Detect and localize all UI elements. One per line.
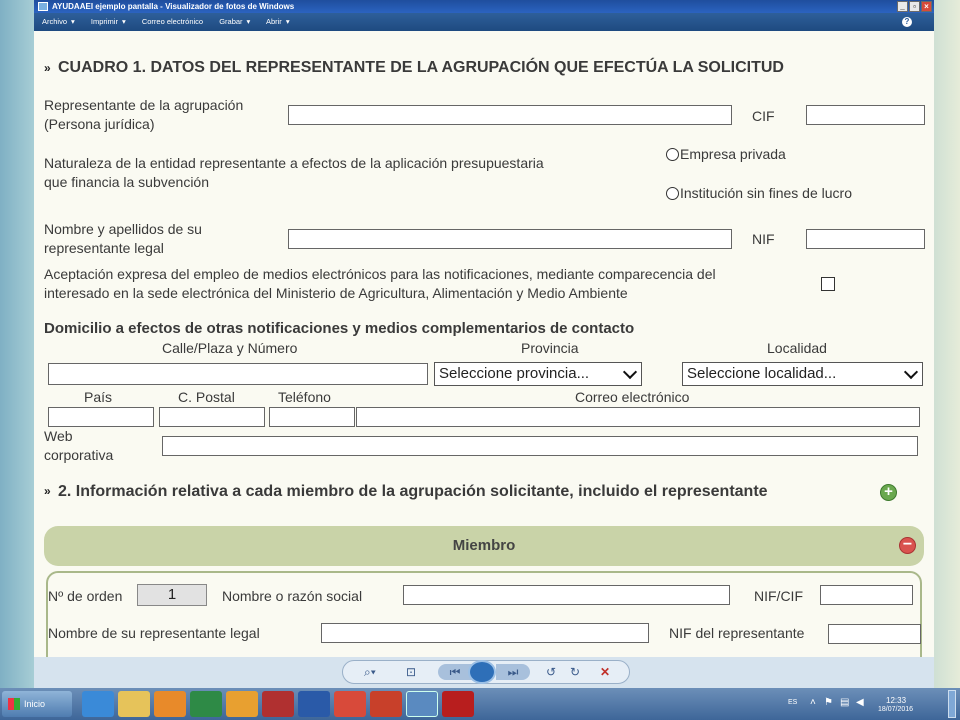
chevron-down-icon: ▾ bbox=[121, 17, 126, 26]
taskbar bbox=[0, 688, 960, 720]
media-player-icon[interactable] bbox=[154, 691, 186, 717]
chevron-down-icon: ▾ bbox=[285, 17, 290, 26]
col-phone-label: Teléfono bbox=[278, 389, 331, 405]
menu-archivo[interactable]: Archivo bbox=[42, 17, 68, 26]
section1-title: CUADRO 1. DATOS DEL REPRESENTANTE DE LA AGRUPACIÓN QUE EFECTÚA LA SOLICITUD bbox=[58, 59, 784, 76]
add-member-icon[interactable]: + bbox=[880, 484, 897, 501]
section2-title: 2. Información relativa a cada miembro de la agrupación solicitante, incluido el representante bbox=[58, 483, 768, 500]
electronic-notification-checkbox[interactable] bbox=[821, 277, 835, 291]
domicile-title: Domicilio a efectos de otras notificaciones y medios complementarios de contacto bbox=[44, 320, 635, 337]
desktop-background-left bbox=[0, 0, 36, 688]
member-nifcif-input[interactable] bbox=[820, 585, 913, 605]
image-content bbox=[34, 31, 934, 657]
accept-label-2: interesado en la sede electrónica del Ministerio de Agricultura, Alimentación y Medio Ambiente bbox=[44, 285, 628, 301]
previous-icon[interactable]: ⏮ bbox=[438, 664, 472, 680]
start-button[interactable] bbox=[2, 691, 72, 717]
remove-member-icon[interactable]: − bbox=[899, 537, 916, 554]
order-value: 1 bbox=[137, 584, 207, 606]
fit-window-icon[interactable]: ⊡ bbox=[406, 665, 417, 679]
powerpoint-icon[interactable] bbox=[262, 691, 294, 717]
start-label: Inicio bbox=[24, 699, 46, 709]
website-input[interactable] bbox=[162, 436, 918, 456]
rep-label-1: Representante de la agrupación bbox=[44, 97, 244, 113]
member-header bbox=[44, 526, 924, 566]
pdf-icon[interactable] bbox=[442, 691, 474, 717]
legalrep-label: Nombre de su representante legal bbox=[48, 625, 260, 641]
locality-select-value: Seleccione localidad... bbox=[687, 365, 837, 382]
web-label-1: Web bbox=[44, 428, 73, 444]
folder-icon[interactable] bbox=[118, 691, 150, 717]
cif-input[interactable] bbox=[806, 105, 925, 125]
flag-icon[interactable]: ⚑ bbox=[824, 697, 833, 708]
close-button[interactable]: × bbox=[921, 1, 932, 12]
delete-icon[interactable]: ✕ bbox=[600, 665, 611, 679]
accept-label-1: Aceptación expresa del empleo de medios electrónicos para las notificaciones, mediante comparecencia del bbox=[44, 266, 716, 282]
help-icon[interactable]: ? bbox=[902, 17, 912, 27]
nifcif-label: NIF/CIF bbox=[754, 588, 803, 604]
cif-label: CIF bbox=[752, 108, 775, 124]
window-title: AYUDAAEI ejemplo pantalla - Visualizador de fotos de Windows bbox=[52, 2, 295, 11]
col-country-label: País bbox=[84, 389, 113, 405]
language-indicator[interactable]: ES bbox=[788, 699, 798, 706]
legal-label-1: Nombre y apellidos de su bbox=[44, 221, 202, 237]
radio-private-label: Empresa privada bbox=[680, 146, 786, 162]
slideshow-button[interactable] bbox=[468, 660, 496, 684]
menu-grabar[interactable]: Grabar bbox=[219, 17, 243, 26]
col-street-label: Calle/Plaza y Número bbox=[162, 340, 298, 356]
web-label-2: corporativa bbox=[44, 447, 114, 463]
section-bullet-icon: » bbox=[44, 61, 51, 75]
member-name-input[interactable] bbox=[403, 585, 730, 605]
minimize-button[interactable]: _ bbox=[897, 1, 908, 12]
chevron-down-icon: ▾ bbox=[71, 17, 75, 26]
menu-correo[interactable]: Correo electrónico bbox=[141, 17, 204, 26]
word-icon[interactable] bbox=[298, 691, 330, 717]
system-tray bbox=[780, 688, 960, 720]
col-province-label: Provincia bbox=[521, 340, 579, 356]
section-bullet-icon: » bbox=[44, 484, 51, 498]
ie-icon[interactable] bbox=[82, 691, 114, 717]
show-desktop-button[interactable] bbox=[948, 690, 956, 718]
rotate-ccw-icon[interactable]: ↺ bbox=[546, 665, 557, 679]
legal-label-2: representante legal bbox=[44, 240, 164, 256]
volume-icon[interactable]: ◀ bbox=[856, 697, 864, 708]
member-nifrep-input[interactable] bbox=[828, 624, 921, 644]
photo-viewer-app-icon bbox=[38, 2, 48, 11]
province-select[interactable] bbox=[434, 362, 642, 386]
window-titlebar bbox=[34, 0, 934, 13]
maximize-button[interactable]: ▫ bbox=[909, 1, 920, 12]
acrobat-icon[interactable] bbox=[370, 691, 402, 717]
radio-nonprofit-label: Institución sin fines de lucro bbox=[680, 185, 852, 201]
chevron-down-icon bbox=[623, 365, 637, 379]
rep-label-2: (Persona jurídica) bbox=[44, 116, 155, 132]
rotate-cw-icon[interactable]: ↻ bbox=[570, 665, 581, 679]
network-icon[interactable]: ▤ bbox=[840, 697, 850, 708]
phone-input[interactable] bbox=[269, 407, 355, 427]
outlook-icon[interactable] bbox=[226, 691, 258, 717]
radio-private-company[interactable] bbox=[666, 148, 679, 161]
order-label: Nº de orden bbox=[48, 588, 123, 604]
excel-icon[interactable] bbox=[190, 691, 222, 717]
col-email-label: Correo electrónico bbox=[575, 389, 690, 405]
photo-viewer-toolbar bbox=[34, 657, 934, 688]
nif-label: NIF bbox=[752, 231, 775, 247]
col-zip-label: C. Postal bbox=[178, 389, 235, 405]
member-header-label: Miembro bbox=[452, 537, 516, 554]
nif-input[interactable] bbox=[806, 229, 925, 249]
photo-viewer-task-icon[interactable] bbox=[406, 691, 438, 717]
clock-time: 12:33 bbox=[886, 696, 907, 705]
windows-logo-icon bbox=[8, 698, 20, 710]
street-input[interactable] bbox=[48, 363, 428, 385]
col-locality-label: Localidad bbox=[767, 340, 827, 356]
next-icon[interactable]: ⏭ bbox=[496, 664, 530, 680]
menu-imprimir[interactable]: Imprimir bbox=[90, 17, 118, 26]
member-legalrep-input[interactable] bbox=[321, 623, 649, 643]
radio-nonprofit[interactable] bbox=[666, 187, 679, 200]
chevron-down-icon bbox=[904, 365, 918, 379]
show-hidden-icons[interactable]: ˄ bbox=[810, 697, 816, 708]
legal-rep-name-input[interactable] bbox=[288, 229, 732, 249]
nifrep-label: NIF del representante bbox=[669, 625, 805, 641]
zip-input[interactable] bbox=[159, 407, 265, 427]
email-input[interactable] bbox=[356, 407, 920, 427]
menu-abrir[interactable]: Abrir bbox=[265, 17, 282, 26]
country-input[interactable] bbox=[48, 407, 154, 427]
menu-bar bbox=[34, 13, 934, 31]
zoom-icon[interactable]: ⌕▾ bbox=[364, 665, 376, 679]
locality-select[interactable] bbox=[682, 362, 923, 386]
province-select-value: Seleccione provincia... bbox=[439, 365, 590, 382]
clock-date: 18/07/2016 bbox=[878, 706, 914, 713]
nature-label-2: que financia la subvención bbox=[44, 174, 210, 190]
chrome-icon[interactable] bbox=[334, 691, 366, 717]
member-name-label: Nombre o razón social bbox=[222, 588, 363, 604]
representative-input[interactable] bbox=[288, 105, 732, 125]
chevron-down-icon: ▾ bbox=[246, 17, 251, 26]
nature-label-1: Naturaleza de la entidad representante a efectos de la aplicación presupuestaria bbox=[44, 155, 544, 171]
